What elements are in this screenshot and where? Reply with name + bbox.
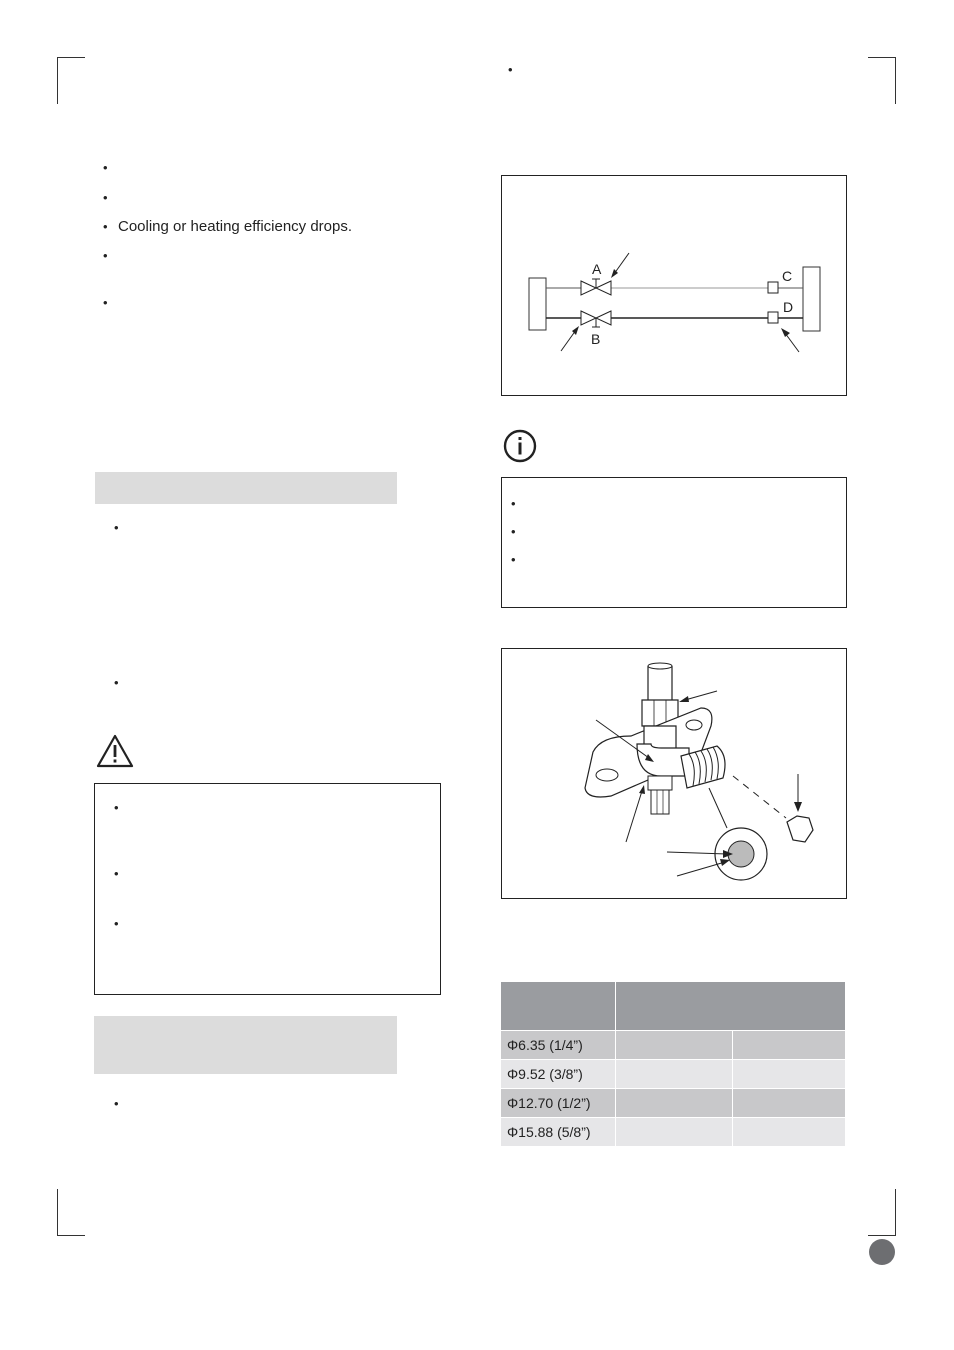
- bullet: •: [114, 520, 119, 535]
- crop-mark-bottom-left-v: [57, 1189, 58, 1236]
- port-label-d: D: [783, 299, 794, 315]
- bullet: •: [103, 190, 108, 205]
- section-heading-bar: [94, 1016, 397, 1074]
- pipe-size-cell: Φ15.88 (5/8”): [501, 1118, 616, 1147]
- bullet: •: [508, 62, 513, 77]
- table-row: [501, 1060, 846, 1089]
- bullet: •: [114, 866, 119, 881]
- table-row: [501, 1118, 846, 1147]
- table-header-cell: [501, 982, 616, 1031]
- pipe-size-cell: Φ12.70 (1/2”): [501, 1089, 616, 1118]
- section-heading-bar: [95, 472, 397, 504]
- table-header-row: [501, 982, 846, 1031]
- table-header-cell: [616, 982, 846, 1031]
- table-cell: [733, 1060, 846, 1089]
- valve-label-b: B: [591, 331, 601, 347]
- page-number-marker: [869, 1239, 895, 1265]
- bullet-text-efficiency: Cooling or heating efficiency drops.: [118, 218, 353, 235]
- bullet: •: [103, 248, 108, 263]
- table-cell: [616, 1060, 733, 1089]
- warning-box: [94, 783, 441, 995]
- pipe-size-table: [501, 982, 846, 1147]
- table-row: [501, 1089, 846, 1118]
- table-cell: [733, 1031, 846, 1060]
- bullet: •: [103, 219, 108, 234]
- pipe-size-cell: Φ6.35 (1/4”): [501, 1031, 616, 1060]
- crop-mark-top-left-h: [57, 57, 85, 58]
- info-circle-icon: [503, 429, 537, 463]
- table-cell: [733, 1118, 846, 1147]
- pipe-size-cell: Φ9.52 (3/8”): [501, 1060, 616, 1089]
- crop-mark-top-right-v: [895, 57, 896, 104]
- bullet: •: [114, 800, 119, 815]
- bullet: •: [114, 916, 119, 931]
- bullet: •: [103, 160, 108, 175]
- valve-schematic: [501, 175, 847, 396]
- port-label-c: C: [782, 268, 793, 284]
- table-row: [501, 1031, 846, 1060]
- table-cell: [733, 1089, 846, 1118]
- service-valve-illustration: [501, 648, 847, 899]
- crop-mark-bottom-left-h: [57, 1235, 85, 1236]
- table-cell: [616, 1089, 733, 1118]
- table-cell: [616, 1031, 733, 1060]
- table-cell: [616, 1118, 733, 1147]
- crop-mark-top-left-v: [57, 57, 58, 104]
- crop-mark-bottom-right-v: [895, 1189, 896, 1236]
- bullet: •: [114, 1096, 119, 1111]
- crop-mark-top-right-h: [868, 57, 896, 58]
- warning-triangle-icon: [96, 734, 134, 768]
- bullet: •: [103, 295, 108, 310]
- bullet: •: [511, 524, 516, 539]
- valve-label-a: A: [592, 261, 602, 277]
- bullet: •: [511, 496, 516, 511]
- crop-mark-bottom-right-h: [868, 1235, 896, 1236]
- bullet: •: [114, 675, 119, 690]
- bullet: •: [511, 552, 516, 567]
- info-box: [501, 477, 847, 608]
